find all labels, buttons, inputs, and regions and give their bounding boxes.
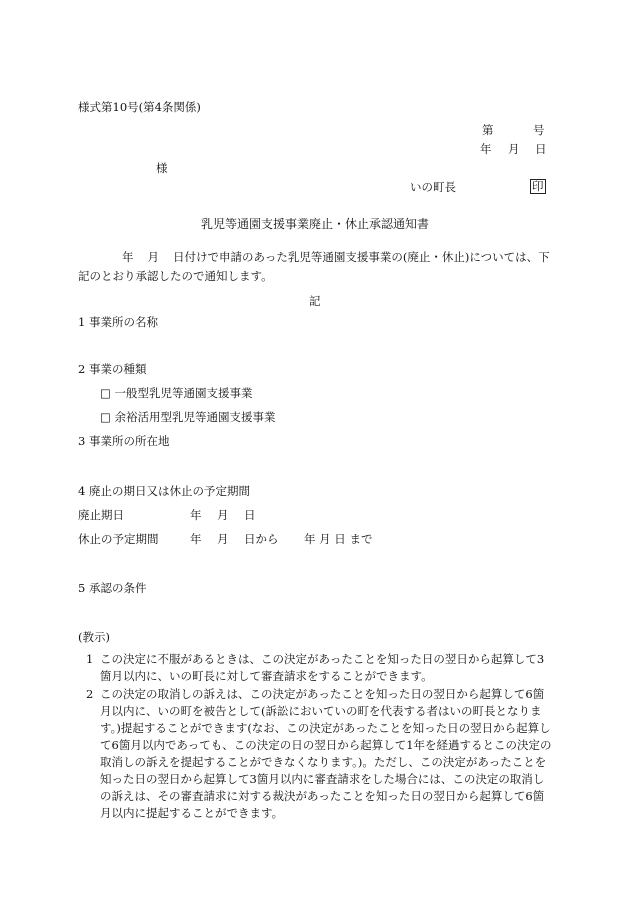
abolish-date-day: 日 xyxy=(244,508,256,522)
suspend-from: 日から xyxy=(244,532,279,546)
suspend-to: 年 月 日 まで xyxy=(304,532,373,546)
intro-month: 月 xyxy=(147,250,159,264)
checkbox-option-general[interactable]: □ 一般型乳児等通園支援事業 xyxy=(100,386,253,400)
intro-text: 日付けで申請のあった乳児等通園支援事業の(廃止・休止)については、下記のとおり承認したので通知します。 xyxy=(78,250,550,283)
intro-year: 年 xyxy=(122,250,134,264)
notice-item-2-text: この決定の取消しの訴えは、この決定があったことを知った日の翌日から起算して6箇月以内に、いの町を被告として(訴訟においていの町を代表する者はいの町長となります。)提起することができます(なお、この決定があったことを知った日の翌日から起算して6箇月以内であっても、この決定の日の翌日から起算して1年を経過するとこの決定の取消しの訴えを提起することができなくなります。)。ただし、この決定があったことを知った日の翌日から起算して3箇月以内に審査請求をした場合には、この決定の取消しの訴えは、その審査請求に対する裁決があったことを知った日の翌日から起算して6箇月以内に提起することができます。 xyxy=(100,687,552,820)
ki-label: 記 xyxy=(309,294,321,308)
notice-item-2-number: 2 xyxy=(86,687,94,701)
document-number-dai: 第 xyxy=(482,123,494,137)
document-number-go: 号 xyxy=(533,123,545,137)
suspend-period-label: 休止の予定期間 xyxy=(78,532,159,546)
date-month: 月 xyxy=(508,142,520,156)
item-5-conditions: 5 承認の条件 xyxy=(78,581,147,595)
item-2-business-type: 2 事業の種類 xyxy=(78,362,147,376)
abolish-date-month: 月 xyxy=(217,508,229,522)
intro-paragraph xyxy=(78,248,554,286)
date-year: 年 xyxy=(480,142,492,156)
issuer: いの町長 xyxy=(410,180,456,194)
abolish-date-label: 廃止期日 xyxy=(78,508,124,522)
document-title: 乳児等通園支援事業廃止・休止承認通知書 xyxy=(200,217,429,231)
abolish-date-year: 年 xyxy=(190,508,202,522)
notice-item-1-number: 1 xyxy=(86,652,94,666)
item-3-office-location: 3 事業所の所在地 xyxy=(78,434,170,448)
notice-heading: (教示) xyxy=(78,630,110,644)
item-1-office-name: 1 事業所の名称 xyxy=(78,315,158,329)
item-4-period: 4 廃止の期日又は休止の予定期間 xyxy=(78,484,250,498)
notice-item-2 xyxy=(86,686,555,822)
seal-mark: 印 xyxy=(532,179,544,193)
notice-item-1 xyxy=(86,651,555,685)
suspend-month: 月 xyxy=(217,532,229,546)
checkbox-option-surplus[interactable]: □ 余裕活用型乳児等通園支援事業 xyxy=(100,410,276,424)
addressee-suffix: 様 xyxy=(156,161,168,175)
date-day: 日 xyxy=(535,142,547,156)
notice-item-1-text: この決定に不服があるときは、この決定があったことを知った日の翌日から起算して3箇月以内に、いの町長に対して審査請求をすることができます。 xyxy=(100,652,545,683)
suspend-year: 年 xyxy=(190,532,202,546)
form-number: 様式第10号(第4条関係) xyxy=(78,100,201,114)
